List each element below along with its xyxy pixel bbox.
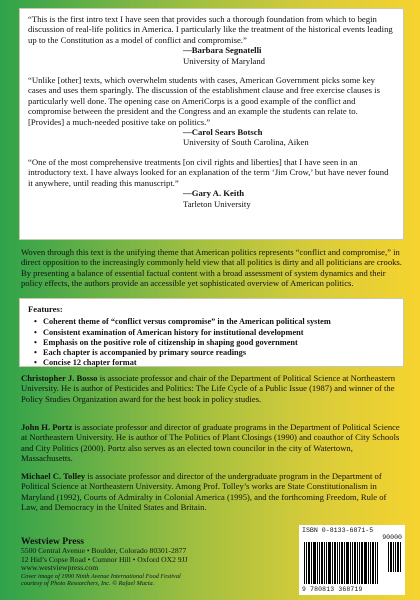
features-list: [28, 317, 395, 368]
testimonial-text: “This is the first intro text I have seen that provides such a thorough foundation from which to begin discussion of real-life politics in America. I particularly like the treatment of the historical events leading up to the Constitution as a model of conflict and compromise.”: [28, 14, 393, 45]
intro-paragraph: Woven through this text is the unifying theme that American politics represents “conflict and compromise,” in direct opposition to the increasingly commonly held view that all politics is dirty and all politicians are crooks. By presenting a balance of essential factual content with a broad assessment of system dynamics and their policy effects, the authors provide an accessible yet sophisticated overview of American politics.: [21, 247, 402, 289]
feature-item: • Coherent theme of “conflict versus compromise” in the American political system: [34, 317, 395, 327]
testimonial-text: “One of the most comprehensive treatments [on civil rights and liberties] that I have seen in an introductory text. I have always looked for an explanation of the term ‘Jim Crow,’ but have never found it anywhere, until reading this manuscript.”: [28, 156, 389, 188]
testimonial-affiliation: Tarleton University: [183, 198, 251, 209]
testimonial-author: —Barbara Segnatelli: [183, 45, 262, 56]
features-box: [19, 298, 404, 367]
isbn-number: ISBN 0-8133-6871-5: [302, 527, 374, 534]
testimonials-box: [19, 8, 404, 240]
publisher-website: www.westviewpress.com: [21, 563, 99, 573]
testimonial-affiliation: University of Maryland: [183, 55, 266, 66]
cover-credit-line1: Cover image of 1990 Ninth Avenue International Food Festival: [21, 572, 181, 580]
author-name: John H. Portz: [21, 422, 73, 432]
testimonial-text: “Unlike [other] texts, which overwhelm students with cases, American Government picks some key cases and uses them sparingly. The discussion of the establishment clause and free exercise clauses is particularly well done. The opening case on AmeriCorps is a good example of the conflict and compromise between the president and the Congress and an example the students can relate to. [Provides] a much-needed positive take on politics.”: [28, 75, 380, 127]
barcode: [299, 525, 405, 595]
testimonial-1: [28, 14, 395, 66]
price-bars-icon: [388, 542, 403, 572]
author-bio-portz: [21, 422, 405, 464]
author-name: Michael C. Tolley: [21, 471, 86, 481]
feature-item: • Consistent examination of American history for institutional development: [34, 328, 395, 338]
publisher-address-us: 5500 Central Avenue • Boulder, Colorado 80301-2877: [21, 546, 187, 555]
testimonial-author: —Gary A. Keith: [183, 188, 245, 199]
testimonial-2: [28, 75, 395, 148]
author-bio-bosso: [21, 373, 405, 404]
price-code: 90000: [382, 534, 402, 541]
publisher-block: [21, 536, 291, 587]
feature-item: • Concise 12 chapter format: [34, 358, 395, 368]
barcode-bars-icon: [304, 542, 386, 584]
features-heading: Features:: [28, 304, 63, 314]
author-bio-text: is associate professor and chair of the Department of Political Science at Northeastern University. He is author of Pesticides and Politics: The Life Cycle of a Public Issue (1987) and winner of the Policy Studies Organization award for the best book in policy studies.: [21, 373, 396, 404]
testimonial-author: —Carol Sears Botsch: [183, 127, 263, 138]
author-bio-text: is associate professor and director of the undergraduate program in the Department of Political Science at Northeastern University. Among Prof. Tolley’s works are State Constitutionalism in Maryland (1992), Courts of Admiralty in Colonial America (1995), and the forthcoming Freedom, Rule of Law, and Democracy in the United States and Britain.: [21, 471, 387, 513]
author-bio-text: is associate professor and director of graduate programs in the Department of Political Science at Northeastern University. He is author of The Politics of Plant Closings (1990) and coauthor of City Schools and City Politics (2000). Portz also serves as an elected town councilor in the city of Watertown, Massachusetts.: [21, 422, 400, 464]
publisher-name: Westview Press: [21, 536, 84, 547]
author-name: Christopher J. Bosso: [21, 373, 98, 383]
author-bio-tolley: [21, 471, 405, 513]
testimonial-3: [28, 157, 395, 209]
feature-item: • Each chapter is accompanied by primary source readings: [34, 348, 395, 358]
feature-item: • Emphasis on the positive role of citizenship in shaping good government: [34, 338, 395, 348]
publisher-address-uk: 12 Hid’s Copse Road • Cumnor Hill • Oxford OX2 9JJ: [21, 554, 188, 564]
testimonial-affiliation: University of South Carolina, Aiken: [183, 137, 309, 148]
cover-credit-line2: courtesy of Photo Researchers, Inc. © Rafael Macia.: [21, 579, 155, 587]
barcode-digits: 9 780813 368719: [302, 586, 363, 593]
